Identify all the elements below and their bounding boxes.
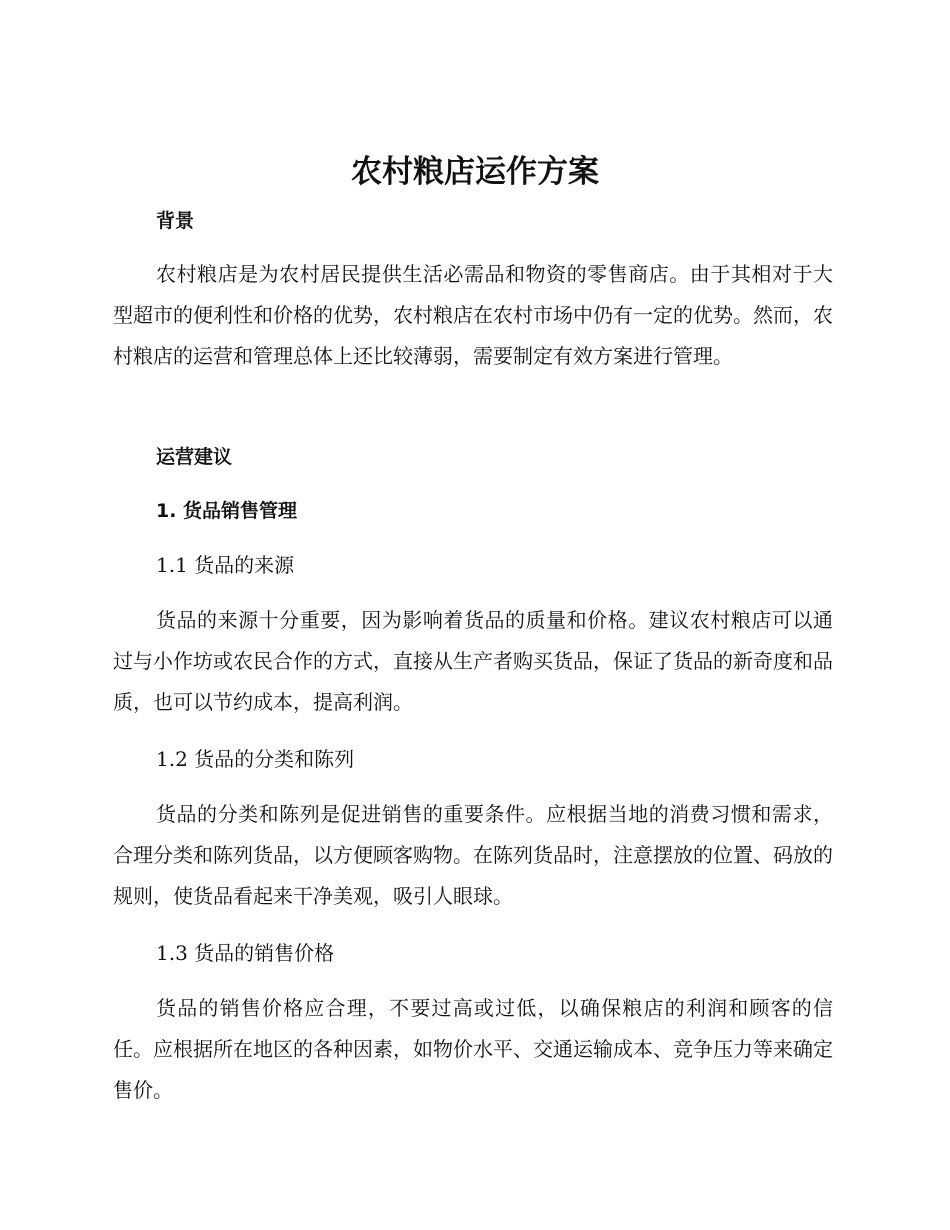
document-title: 农村粮店运作方案 <box>351 154 599 190</box>
operations-heading: 运营建议 <box>156 446 233 468</box>
paragraph-goods-price: 货品的销售价格应合理，不要过高或过低，以确保粮店的利润和顾客的信任。应根据所在地区的各种因素，如物价水平、交通运输成本、竞争压力等来确定售价。 <box>113 996 833 1102</box>
subheading-goods-price: 1.3 货品的销售价格 <box>156 941 335 965</box>
paragraph-goods-source: 货品的来源十分重要，因为影响着货品的质量和价格。建议农村粮店可以通过与小作坊或农民合作的方式，直接从生产者购买货品，保证了货品的新奇度和品质，也可以节约成本，提高利润。 <box>113 608 833 714</box>
background-heading: 背景 <box>156 210 195 232</box>
subheading-goods-source: 1.1 货品的来源 <box>156 553 295 577</box>
goods-sales-heading: 1. 货品销售管理 <box>156 500 298 522</box>
paragraph-goods-display: 货品的分类和陈列是促进销售的重要条件。应根据当地的消费习惯和需求，合理分类和陈列货品，以方便顾客购物。在陈列货品时，注意摆放的位置、码放的规则，使货品看起来干净美观，吸引人眼球。 <box>113 802 833 908</box>
background-paragraph: 农村粮店是为农村居民提供生活必需品和物资的零售商店。由于其相对于大型超市的便利性和价格的优势，农村粮店在农村市场中仍有一定的优势。然而，农村粮店的运营和管理总体上还比较薄弱，需要制定有效方案进行管理。 <box>113 262 833 368</box>
subheading-goods-display: 1.2 货品的分类和陈列 <box>156 747 355 771</box>
